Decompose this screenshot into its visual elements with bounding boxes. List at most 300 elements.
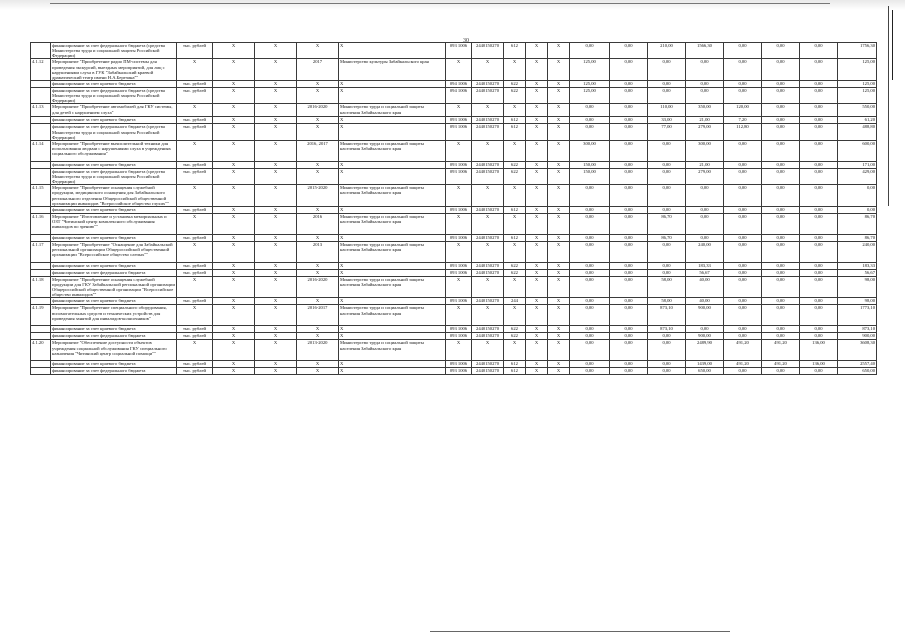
row-executor: X — [339, 117, 446, 124]
row-number: 4.1.17 — [31, 241, 51, 262]
row-value-1: 300,00 — [570, 140, 610, 161]
row-col3: X — [213, 262, 255, 269]
row-grbs: X — [446, 59, 472, 81]
row-value-7: 0,00 — [800, 140, 838, 161]
row-vr: 622 — [504, 333, 526, 340]
table-row — [31, 43, 877, 59]
row-value-4: 56,67 — [686, 269, 724, 276]
table-row — [31, 340, 877, 361]
row-value-6: 0,00 — [762, 206, 800, 213]
row-vr: X — [504, 241, 526, 262]
row-value-3: 0,00 — [648, 80, 686, 87]
row-value-5: 0,00 — [724, 234, 762, 241]
row-unit: тыс. рублей — [177, 269, 213, 276]
table-row — [31, 104, 877, 117]
row-value-4: 900,00 — [686, 305, 724, 326]
row-executor: Министерство труда и социальной защиты населения Забайкальского края — [339, 276, 446, 298]
row-name: финансирование за счет краевого бюджета — [51, 262, 177, 269]
row-value-7: 0,00 — [800, 276, 838, 298]
table-row — [31, 59, 877, 81]
row-value-2: 0,00 — [610, 161, 648, 168]
row-value-1: 0,00 — [570, 298, 610, 305]
row-number: 4.1.15 — [31, 185, 51, 207]
row-name: Мероприятие "Изготовление и установка мемориальных и ОЗТ "Читинский центр комплексного обслуживания инвалидов по зрению"" — [51, 213, 177, 234]
row-col4: X — [255, 43, 297, 59]
row-total: 171,00 — [838, 161, 877, 168]
row-csr: X — [472, 104, 504, 117]
row-col-x1: X — [526, 368, 548, 375]
row-vr: 244 — [504, 298, 526, 305]
row-unit: тыс. рублей — [177, 234, 213, 241]
row-value-7: 0,00 — [800, 185, 838, 207]
row-name: Мероприятие "Приобретение оснащения служебной продукции, медицинского оснащения для Забайкальского регионального отделения Общероссийской общественной организации инвалидов "Всероссийское общество глухих"" — [51, 185, 177, 207]
row-col-x1: X — [526, 305, 548, 326]
row-number — [31, 87, 51, 103]
row-vr: 612 — [504, 361, 526, 368]
row-name: финансирование за счет краевого бюджета — [51, 80, 177, 87]
row-col3: X — [213, 213, 255, 234]
row-value-1: 0,00 — [570, 361, 610, 368]
row-grbs: 094 1006 — [446, 80, 472, 87]
row-period: 2016-2020 — [297, 276, 339, 298]
row-value-3: 0,00 — [648, 140, 686, 161]
row-col4: X — [255, 234, 297, 241]
row-col-x2: X — [548, 333, 570, 340]
row-col-x2: X — [548, 234, 570, 241]
row-executor: Министерство труда и социальной защиты населения Забайкальского края — [339, 241, 446, 262]
row-value-2: 0,00 — [610, 168, 648, 184]
row-unit: X — [177, 340, 213, 361]
row-value-7: 0,00 — [800, 269, 838, 276]
row-col4: X — [255, 161, 297, 168]
row-grbs: 093 1006 — [446, 234, 472, 241]
row-total: 650,00 — [838, 368, 877, 375]
row-value-4: 650,00 — [686, 368, 724, 375]
row-period: 2013-2020 — [297, 340, 339, 361]
row-csr: 2440150270 — [472, 262, 504, 269]
row-period: X — [297, 333, 339, 340]
row-col-x2: X — [548, 213, 570, 234]
row-col3: X — [213, 124, 255, 140]
row-unit: тыс. рублей — [177, 368, 213, 375]
row-col4: X — [255, 305, 297, 326]
row-period: X — [297, 87, 339, 103]
table-row — [31, 326, 877, 333]
row-name: финансирование за счет краевого бюджета — [51, 326, 177, 333]
row-value-1: 0,00 — [570, 305, 610, 326]
row-col-x2: X — [548, 298, 570, 305]
row-period: 2016, 2017 — [297, 140, 339, 161]
row-value-7: 0,00 — [800, 80, 838, 87]
row-value-5: 0,00 — [724, 326, 762, 333]
row-period: 2016-2017 — [297, 305, 339, 326]
row-value-6: 0,00 — [762, 161, 800, 168]
row-value-6: 0,00 — [762, 241, 800, 262]
row-value-5: 0,00 — [724, 298, 762, 305]
row-number: 4.1.14 — [31, 140, 51, 161]
row-grbs: 093 1006 — [446, 269, 472, 276]
row-grbs: 093 1006 — [446, 124, 472, 140]
row-value-7: 0,00 — [800, 305, 838, 326]
row-col-x1: X — [526, 298, 548, 305]
row-grbs: 093 1006 — [446, 161, 472, 168]
row-number: 4.1.13 — [31, 104, 51, 117]
row-value-5: 0,00 — [724, 43, 762, 59]
row-col-x2: X — [548, 161, 570, 168]
row-unit: X — [177, 59, 213, 81]
row-value-4: 0,00 — [686, 185, 724, 207]
row-col-x1: X — [526, 241, 548, 262]
row-total: 1756,30 — [838, 43, 877, 59]
row-col3: X — [213, 276, 255, 298]
row-csr: 2440150270 — [472, 333, 504, 340]
row-vr: X — [504, 140, 526, 161]
row-value-6: 0,00 — [762, 298, 800, 305]
row-value-1: 150,00 — [570, 161, 610, 168]
row-value-3: 33,00 — [648, 117, 686, 124]
row-vr: 612 — [504, 117, 526, 124]
row-col-x2: X — [548, 87, 570, 103]
row-value-6: 0,00 — [762, 124, 800, 140]
row-total: 61,20 — [838, 117, 877, 124]
row-value-2: 0,00 — [610, 87, 648, 103]
row-col-x1: X — [526, 213, 548, 234]
row-grbs: X — [446, 276, 472, 298]
row-unit: X — [177, 276, 213, 298]
row-name: финансирование за счет федерального бюджета — [51, 368, 177, 375]
row-unit: X — [177, 104, 213, 117]
row-csr: 2440150270 — [472, 117, 504, 124]
row-col4: X — [255, 117, 297, 124]
row-total: 183,33 — [838, 262, 877, 269]
table-row — [31, 206, 877, 213]
row-total: 429,00 — [838, 168, 877, 184]
row-value-1: 0,00 — [570, 333, 610, 340]
table-row — [31, 213, 877, 234]
row-value-5: 0,00 — [724, 276, 762, 298]
row-csr: 2440150270 — [472, 269, 504, 276]
row-vr: 612 — [504, 206, 526, 213]
row-value-3: 0,00 — [648, 262, 686, 269]
row-csr: 2440150270 — [472, 234, 504, 241]
row-total: 488,80 — [838, 124, 877, 140]
row-value-6: 0,00 — [762, 104, 800, 117]
row-col-x1: X — [526, 87, 548, 103]
row-vr: X — [504, 305, 526, 326]
row-col4: X — [255, 59, 297, 81]
row-executor: X — [339, 298, 446, 305]
row-executor: X — [339, 361, 446, 368]
row-value-2: 0,00 — [610, 326, 648, 333]
row-value-6: 0,00 — [762, 262, 800, 269]
row-value-2: 0,00 — [610, 241, 648, 262]
row-value-6: 0,00 — [762, 234, 800, 241]
row-value-5: 7,20 — [724, 117, 762, 124]
row-executor: X — [339, 161, 446, 168]
row-col-x2: X — [548, 361, 570, 368]
row-value-1: 0,00 — [570, 234, 610, 241]
row-value-4: 40,00 — [686, 298, 724, 305]
row-csr: X — [472, 185, 504, 207]
row-value-7: 0,00 — [800, 262, 838, 269]
row-value-3: 0,00 — [648, 206, 686, 213]
row-value-3: 0,00 — [648, 59, 686, 81]
row-value-7: 0,00 — [800, 213, 838, 234]
row-executor: Министерство культуры Забайкальского края — [339, 59, 446, 81]
row-csr: 2440150270 — [472, 43, 504, 59]
row-col3: X — [213, 206, 255, 213]
row-col3: X — [213, 87, 255, 103]
row-period: X — [297, 161, 339, 168]
row-grbs: 093 1006 — [446, 361, 472, 368]
row-grbs: 093 1006 — [446, 168, 472, 184]
row-value-4: 40,00 — [686, 276, 724, 298]
row-csr: 2440150270 — [472, 206, 504, 213]
row-value-1: 150,00 — [570, 168, 610, 184]
row-period: X — [297, 206, 339, 213]
row-unit: тыс. рублей — [177, 298, 213, 305]
row-vr: X — [504, 276, 526, 298]
row-vr: X — [504, 213, 526, 234]
row-col4: X — [255, 185, 297, 207]
row-col-x1: X — [526, 234, 548, 241]
row-total: 125,00 — [838, 80, 877, 87]
row-executor: X — [339, 206, 446, 213]
row-value-6: 491,20 — [762, 340, 800, 361]
row-value-5: 0,00 — [724, 185, 762, 207]
row-total: 240,00 — [838, 241, 877, 262]
row-value-3: 0,00 — [648, 185, 686, 207]
row-period: X — [297, 262, 339, 269]
row-col-x1: X — [526, 185, 548, 207]
row-col3: X — [213, 333, 255, 340]
row-col-x1: X — [526, 333, 548, 340]
row-col-x1: X — [526, 80, 548, 87]
row-name: финансирование за счет краевого бюджета — [51, 161, 177, 168]
row-unit: тыс. рублей — [177, 333, 213, 340]
row-executor: Министерство труда и социальной защиты населения Забайкальского края — [339, 104, 446, 117]
row-grbs: 094 1006 — [446, 87, 472, 103]
row-number — [31, 262, 51, 269]
table-row — [31, 269, 877, 276]
row-col4: X — [255, 326, 297, 333]
row-value-1: 0,00 — [570, 117, 610, 124]
row-col-x2: X — [548, 80, 570, 87]
row-value-5: 0,00 — [724, 161, 762, 168]
row-value-3: 0,00 — [648, 87, 686, 103]
row-csr: X — [472, 213, 504, 234]
row-col3: X — [213, 140, 255, 161]
row-vr: 612 — [504, 43, 526, 59]
row-value-4: 350,00 — [686, 104, 724, 117]
row-value-4: 183,33 — [686, 262, 724, 269]
row-csr: X — [472, 340, 504, 361]
row-value-3: 0,00 — [648, 368, 686, 375]
row-grbs: 093 1006 — [446, 206, 472, 213]
row-executor: Министерство труда и социальной защиты населения Забайкальского края — [339, 213, 446, 234]
row-unit: X — [177, 213, 213, 234]
row-value-4: 240,00 — [686, 241, 724, 262]
page-number: 30 — [463, 38, 469, 44]
row-value-4: 0,00 — [686, 80, 724, 87]
row-value-2: 0,00 — [610, 298, 648, 305]
row-value-7: 0,00 — [800, 241, 838, 262]
row-value-7: 0,00 — [800, 206, 838, 213]
row-value-5: 0,00 — [724, 368, 762, 375]
row-name: Мероприятие "Приобретение радио ПМ-системы для проведения экскурсий, выездных мероприятий, для лиц с нарушениями слуха в ГУК "Забайкальский краевой драматический театр имени Н.А.Березина"" — [51, 59, 177, 81]
row-total: 1773,10 — [838, 305, 877, 326]
row-value-6: 0,00 — [762, 276, 800, 298]
row-number: 4.1.12 — [31, 59, 51, 81]
row-value-5: 0,00 — [724, 241, 762, 262]
row-value-2: 0,00 — [610, 276, 648, 298]
row-col-x1: X — [526, 206, 548, 213]
row-value-2: 0,00 — [610, 333, 648, 340]
row-value-2: 0,00 — [610, 213, 648, 234]
row-value-3: 58,00 — [648, 298, 686, 305]
row-value-3: 77,00 — [648, 124, 686, 140]
row-value-1: 0,00 — [570, 262, 610, 269]
program-financing-table — [30, 42, 877, 375]
row-number — [31, 161, 51, 168]
row-col4: X — [255, 140, 297, 161]
row-col4: X — [255, 213, 297, 234]
row-value-4: 0,00 — [686, 326, 724, 333]
row-csr: X — [472, 276, 504, 298]
row-csr: X — [472, 241, 504, 262]
row-value-7: 0,00 — [800, 168, 838, 184]
row-value-4: 21,00 — [686, 117, 724, 124]
row-executor: X — [339, 87, 446, 103]
row-value-7: 0,00 — [800, 368, 838, 375]
row-vr: X — [504, 104, 526, 117]
row-col3: X — [213, 80, 255, 87]
table-row — [31, 298, 877, 305]
table-row — [31, 276, 877, 298]
row-value-1: 0,00 — [570, 104, 610, 117]
table-row — [31, 234, 877, 241]
row-value-7: 0,00 — [800, 161, 838, 168]
row-period: 2017 — [297, 59, 339, 81]
row-name: финансирование за счет федерального бюджета (средства Министерства труда и социальной защиты Российской Федерации) — [51, 168, 177, 184]
row-value-4: 1439,00 — [686, 361, 724, 368]
table-row — [31, 185, 877, 207]
row-value-2: 0,00 — [610, 340, 648, 361]
row-value-5: 0,00 — [724, 168, 762, 184]
table-row — [31, 80, 877, 87]
row-col-x2: X — [548, 241, 570, 262]
row-col4: X — [255, 368, 297, 375]
row-value-6: 0,00 — [762, 333, 800, 340]
row-value-3: 0,00 — [648, 241, 686, 262]
row-value-1: 0,00 — [570, 276, 610, 298]
row-col-x1: X — [526, 124, 548, 140]
row-value-2: 0,00 — [610, 368, 648, 375]
row-unit: тыс. рублей — [177, 361, 213, 368]
row-col4: X — [255, 333, 297, 340]
row-value-5: 0,00 — [724, 333, 762, 340]
row-executor: X — [339, 326, 446, 333]
row-col-x1: X — [526, 168, 548, 184]
row-value-7: 0,00 — [800, 333, 838, 340]
row-col-x1: X — [526, 262, 548, 269]
row-value-6: 0,00 — [762, 43, 800, 59]
row-total: 2557,40 — [838, 361, 877, 368]
row-col-x1: X — [526, 140, 548, 161]
row-col-x1: X — [526, 117, 548, 124]
row-value-1: 0,00 — [570, 206, 610, 213]
row-unit: тыс. рублей — [177, 161, 213, 168]
row-col3: X — [213, 161, 255, 168]
row-col-x2: X — [548, 276, 570, 298]
row-name: финансирование за счет краевого бюджета — [51, 298, 177, 305]
row-executor: X — [339, 368, 446, 375]
row-col-x2: X — [548, 340, 570, 361]
row-grbs: X — [446, 140, 472, 161]
row-value-2: 0,00 — [610, 80, 648, 87]
row-period: 2016 — [297, 213, 339, 234]
row-executor: Министерство труда и социальной защиты населения Забайкальского края — [339, 140, 446, 161]
row-value-3: 86,70 — [648, 234, 686, 241]
table-row — [31, 241, 877, 262]
row-value-2: 0,00 — [610, 234, 648, 241]
row-number — [31, 368, 51, 375]
row-unit: тыс. рублей — [177, 117, 213, 124]
row-col3: X — [213, 241, 255, 262]
row-value-6: 0,00 — [762, 185, 800, 207]
row-col3: X — [213, 269, 255, 276]
row-value-6: 0,00 — [762, 117, 800, 124]
row-csr: 2440150270 — [472, 368, 504, 375]
row-value-5: 0,00 — [724, 87, 762, 103]
row-csr: 2440150270 — [472, 87, 504, 103]
row-name: финансирование за счет федерального бюджета (средства Министерства труда и социальной защиты Российской Федерации) — [51, 43, 177, 59]
table-row — [31, 124, 877, 140]
row-value-1: 125,00 — [570, 59, 610, 81]
row-col-x2: X — [548, 124, 570, 140]
row-period: 2015-2020 — [297, 185, 339, 207]
row-value-2: 0,00 — [610, 124, 648, 140]
row-total: 125,00 — [838, 59, 877, 81]
row-value-2: 0,00 — [610, 43, 648, 59]
table-row — [31, 140, 877, 161]
row-value-2: 0,00 — [610, 140, 648, 161]
row-name: Мероприятие "Приобретение оснащения служебной продукции для ГКУ Забайкальской региональной организации Общероссийской общественной организации "Всероссийское общество инвалидов"" — [52, 276, 175, 298]
row-value-4: 21,00 — [686, 161, 724, 168]
row-col4: X — [255, 80, 297, 87]
row-value-6: 0,00 — [762, 269, 800, 276]
row-col3: X — [213, 104, 255, 117]
row-unit: X — [177, 241, 213, 262]
row-value-3: 873,10 — [648, 305, 686, 326]
row-csr: X — [472, 140, 504, 161]
row-value-5: 120,00 — [724, 104, 762, 117]
row-value-7: 0,00 — [800, 326, 838, 333]
bottom-scan-line — [430, 631, 730, 632]
row-col3: X — [213, 43, 255, 59]
row-value-7: 0,00 — [800, 59, 838, 81]
row-value-5: 0,00 — [724, 80, 762, 87]
row-value-1: 125,00 — [570, 87, 610, 103]
row-value-2: 0,00 — [610, 206, 648, 213]
row-csr: 2440150270 — [472, 361, 504, 368]
row-value-6: 0,00 — [762, 368, 800, 375]
row-value-7: 0,00 — [800, 43, 838, 59]
row-grbs: 093 1006 — [446, 262, 472, 269]
row-name: финансирование за счет федерального бюджета — [51, 269, 177, 276]
row-col3: X — [213, 368, 255, 375]
row-value-4: 1566,30 — [686, 43, 724, 59]
